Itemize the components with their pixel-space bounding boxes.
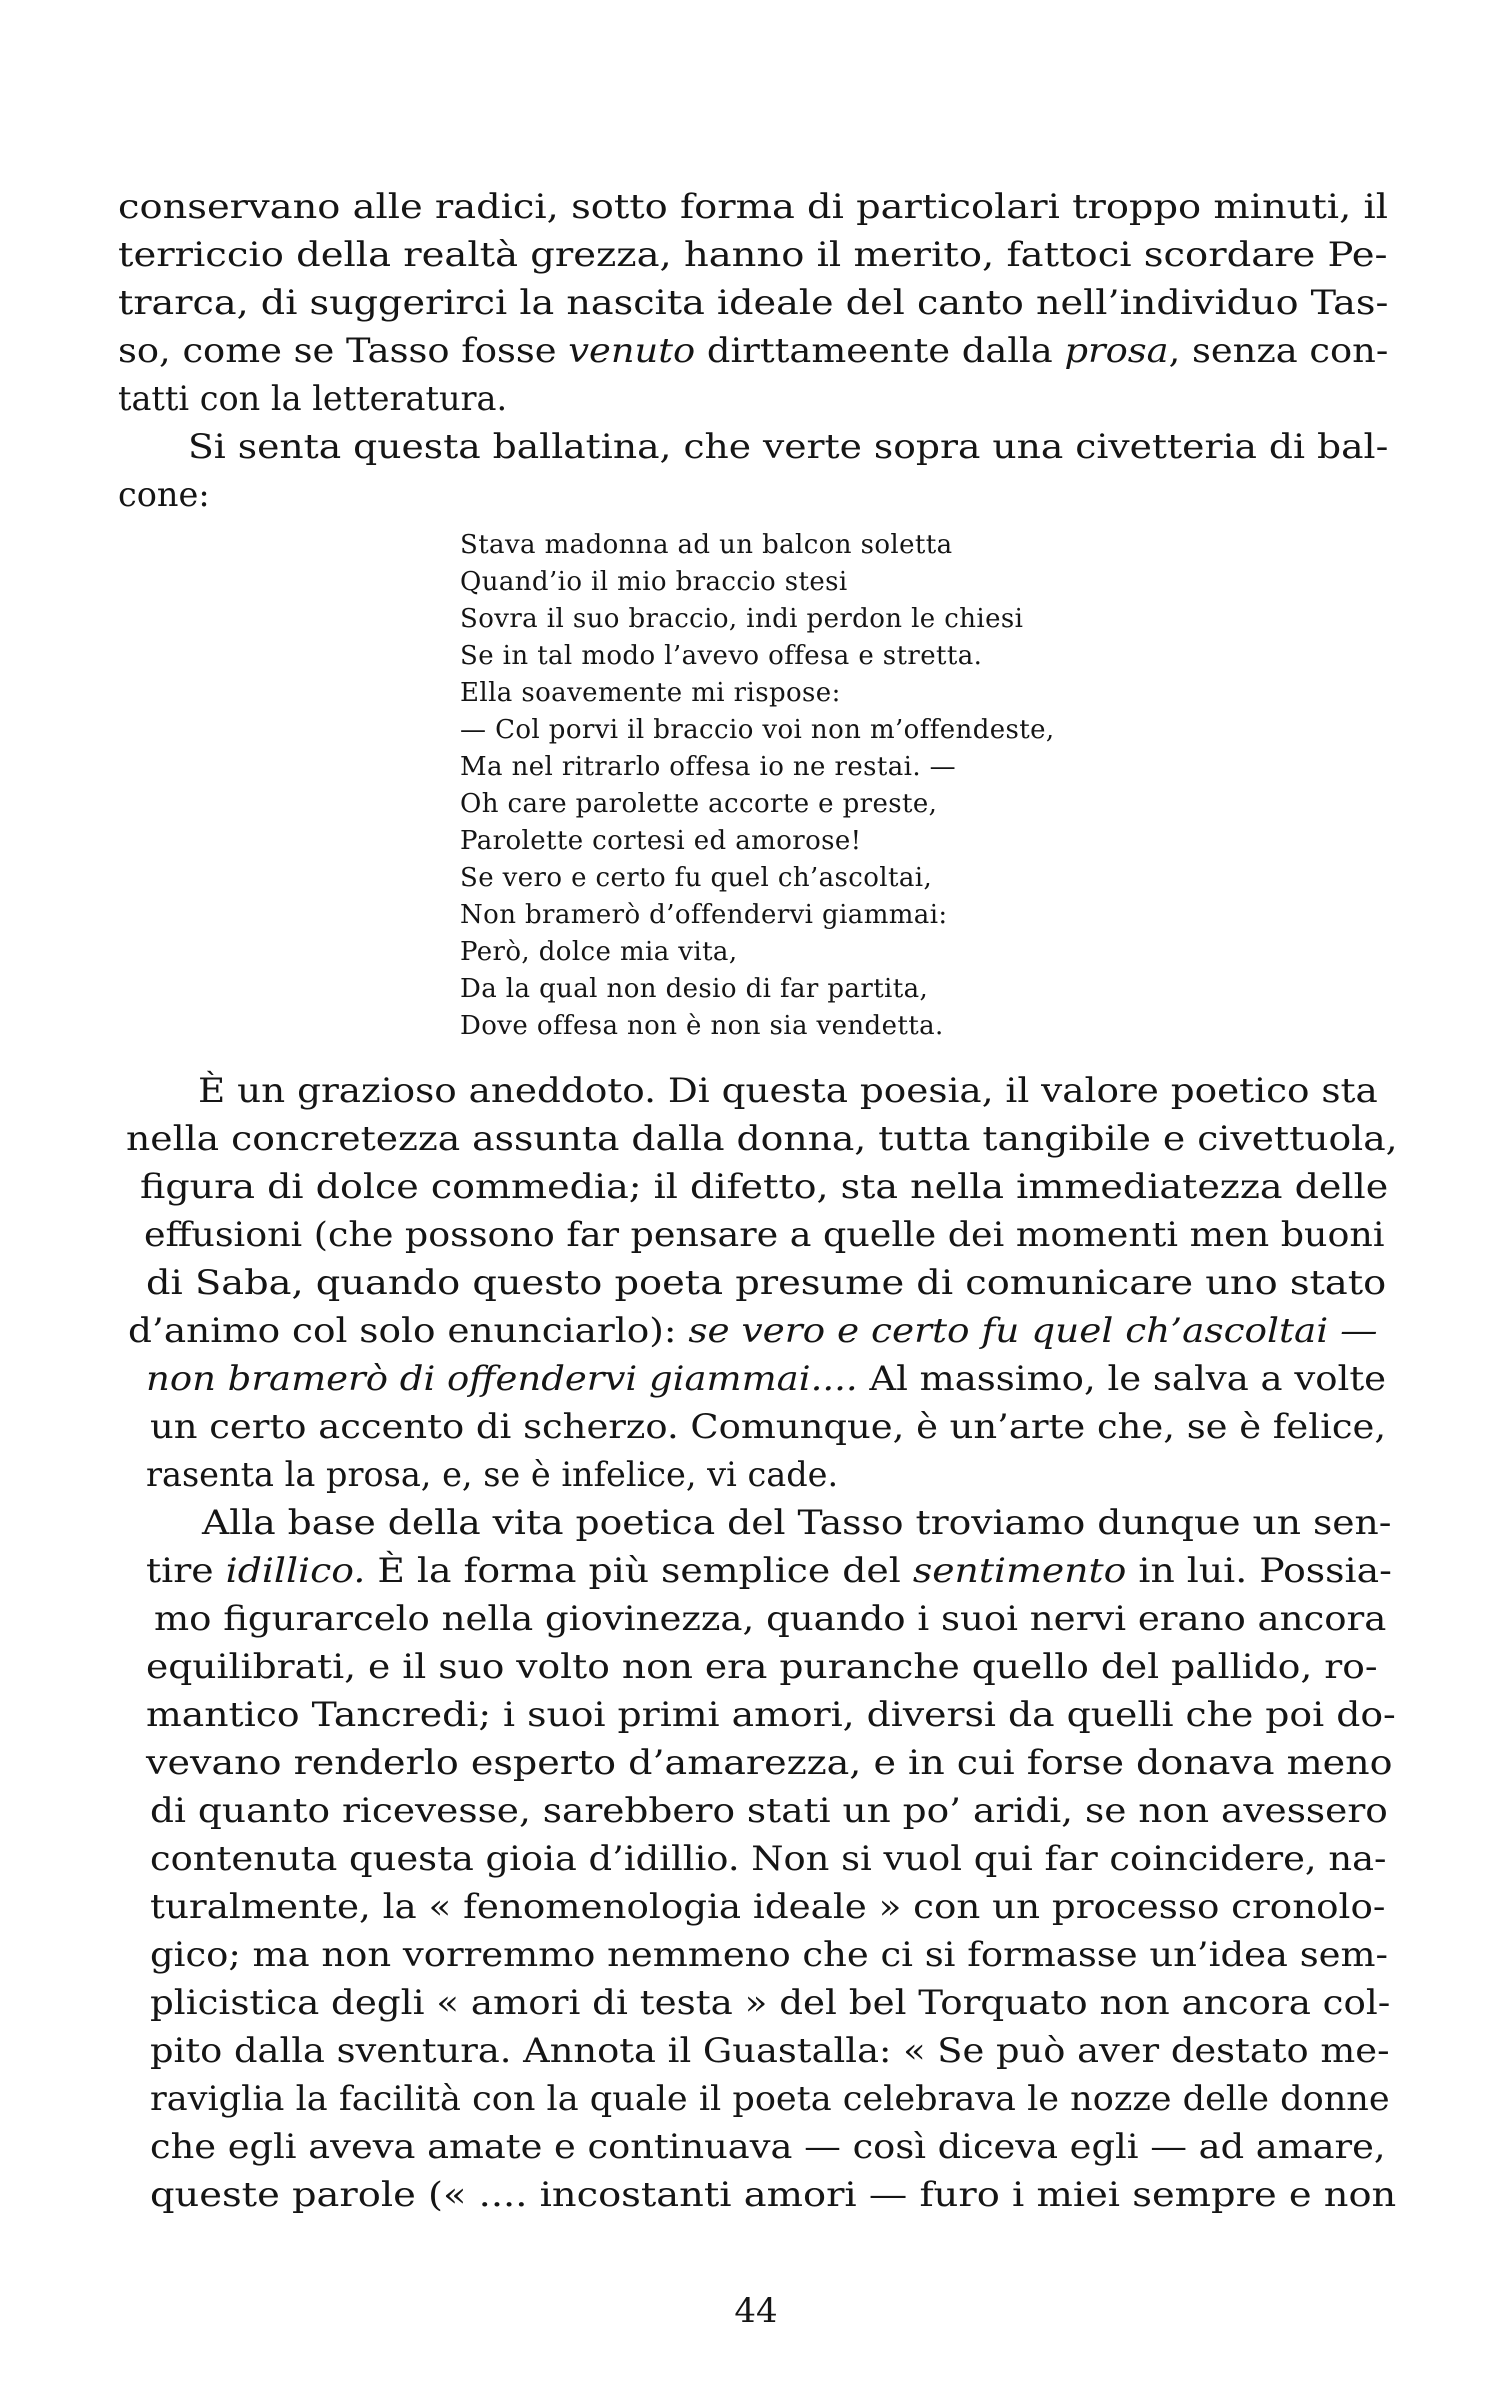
text-line: nella concretezza assunta dalla donna, tutta tangibile e civettuola, (126, 1119, 1398, 1158)
poem-line: Ella soavemente mi rispose: (460, 678, 841, 708)
text-line: vevano renderlo esperto d’amarezza, e in cui forse donava meno (146, 1743, 1393, 1782)
poem-line: Parolette cortesi ed amorose! (460, 826, 862, 856)
text-line: queste parole (« .... incostanti amori — furo i miei sempre e non (150, 2175, 1397, 2214)
poem-line: Se vero e certo fu quel ch’ascoltai, (460, 863, 933, 893)
text-line: effusioni (che possono far pensare a quelle dei momenti men buoni (144, 1215, 1385, 1254)
text-line: trarca, di suggerirci la nascita ideale del canto nell’individuo Tas- (118, 283, 1389, 322)
poem-line: Sovra il suo braccio, indi perdon le chiesi (460, 604, 1024, 634)
text-line: gico; ma non vorremmo nemmeno che ci si formasse un’idea sem- (150, 1935, 1389, 1974)
poem-line: Ma nel ritrarlo offesa io ne restai. — (460, 752, 957, 782)
text-line: figura di dolce commedia; il difetto, sta nella immediatezza delle (140, 1167, 1389, 1206)
text-line: plicistica degli « amori di testa » del bel Torquato non ancora col- (150, 1983, 1391, 2022)
text-line: pito dalla sventura. Annota il Guastalla: « Se può aver destato me- (150, 2031, 1390, 2070)
text-line: so, come se Tasso fosse venuto dirttameente dalla prosa, senza con- (118, 331, 1389, 370)
text-line: mantico Tancredi; i suoi primi amori, diversi da quelli che poi do- (146, 1695, 1396, 1734)
text-line: conservano alle radici, sotto forma di particolari troppo minuti, il (118, 187, 1389, 226)
text-line: mo figurarcelo nella giovinezza, quando i suoi nervi erano ancora (154, 1599, 1387, 1638)
text-line: di quanto ricevesse, sarebbero stati un po’ aridi, se non avessero (150, 1791, 1388, 1830)
text-line: un certo accento di scherzo. Comunque, è un’arte che, se è felice, (150, 1407, 1387, 1446)
text-line: cone: (118, 475, 210, 514)
text-line: raviglia la facilità con la quale il poeta celebrava le nozze delle donne (150, 2079, 1390, 2118)
poem-line: Quand’io il mio braccio stesi (460, 567, 848, 597)
poem-line: Non bramerò d’offendervi giammai: (460, 900, 948, 930)
text-line: Alla base della vita poetica del Tasso troviamo dunque un sen- (202, 1503, 1392, 1542)
text-line: d’animo col solo enunciarlo): se vero e certo fu quel ch’ascoltai — (128, 1311, 1378, 1350)
text-line: tatti con la letteratura. (118, 379, 508, 418)
poem-line: — Col porvi il braccio voi non m’offendeste, (460, 715, 1055, 745)
poem-line: Stava madonna ad un balcon soletta (460, 530, 953, 560)
poem-line: Dove offesa non è non sia vendetta. (460, 1011, 944, 1041)
poem-line: Se in tal modo l’avevo offesa e stretta. (460, 641, 983, 671)
text-line: di Saba, quando questo poeta presume di comunicare uno stato (146, 1263, 1387, 1302)
text-line: È un grazioso aneddoto. Di questa poesia, il valore poetico sta (198, 1071, 1378, 1110)
poem-line: Da la qual non desio di far partita, (460, 974, 929, 1004)
text-line: equilibrati, e il suo volto non era puranche quello del pallido, ro- (146, 1647, 1378, 1686)
poem-line: Però, dolce mia vita, (460, 937, 738, 967)
text-line: rasenta la prosa, e, se è infelice, vi cade. (146, 1455, 839, 1494)
text-line: terriccio della realtà grezza, hanno il merito, fattoci scordare Pe- (118, 235, 1388, 274)
text-line: non bramerò di offendervi giammai.... Al massimo, le salva a volte (146, 1359, 1387, 1398)
text-line: Si senta questa ballatina, che verte sopra una civetteria di bal- (188, 427, 1389, 466)
page-number: 44 (734, 2291, 778, 2331)
text-line: che egli aveva amate e continuava — così diceva egli — ad amare, (150, 2127, 1386, 2166)
text-line: contenuta questa gioia d’idillio. Non si vuol qui far coincidere, na- (150, 1839, 1387, 1878)
poem-line: Oh care parolette accorte e preste, (460, 789, 938, 819)
text-line: tire idillico. È la forma più semplice del sentimento in lui. Possia- (146, 1551, 1392, 1590)
text-line: turalmente, la « fenomenologia ideale » con un processo cronolo- (150, 1887, 1386, 1926)
